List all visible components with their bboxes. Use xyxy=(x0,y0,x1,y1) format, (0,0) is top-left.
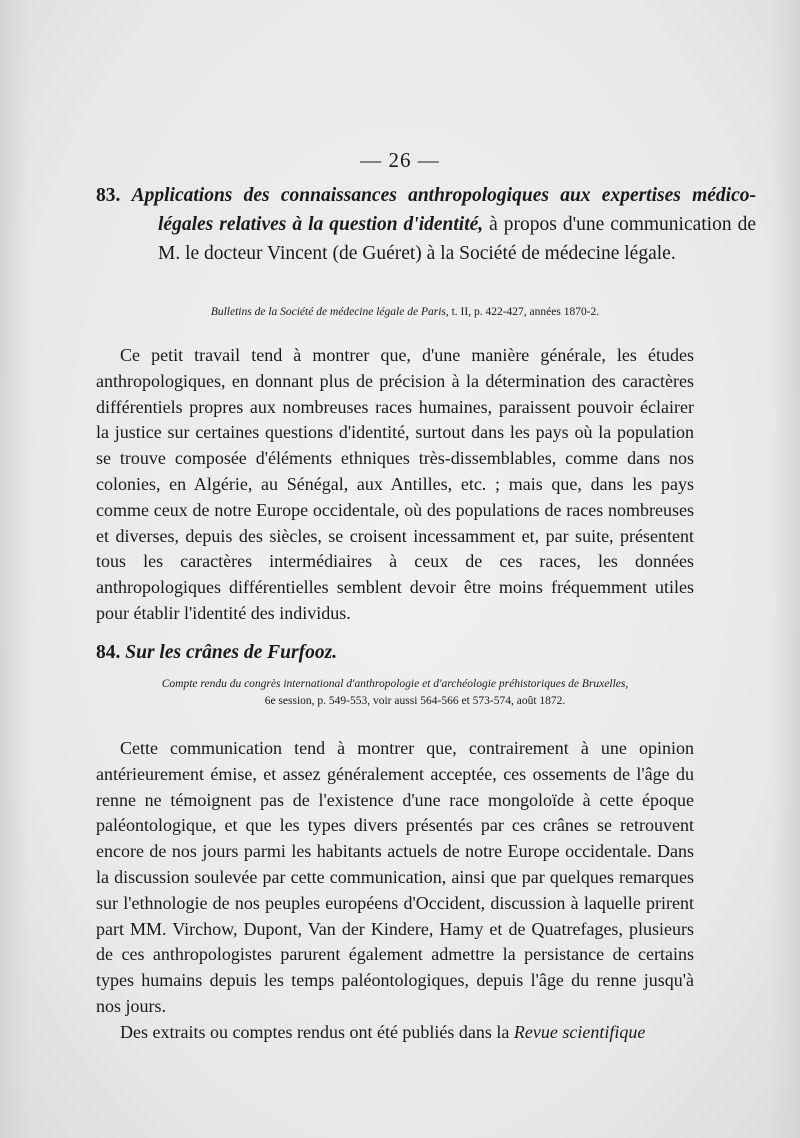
entry-83-citation xyxy=(96,304,704,321)
entry-84-title xyxy=(96,638,756,667)
entry-84-number: 84. xyxy=(96,642,121,663)
entry-84-citation xyxy=(96,676,694,710)
entry-84-title-italic: Sur les crânes de Furfooz. xyxy=(125,642,338,663)
entry-84-body xyxy=(96,736,694,1046)
entry-84-body-main: Cette communication tend à montrer que, contrairement à une opinion antérieurement émise, et assez généralement acceptée, ces ossements de l'âge du renne ne témoignent pas de l'existence d'une race mongoloïde à cette époque paléontologique, et que les types divers présentés par ces crânes se retrouvent encore de nos jours parmi les habitants actuels de notre Europe occidentale. Dans la discussion soulevée par cette communication, ainsi que par quelques remarques sur l'ethnologie de nos peuples européens d'Occident, discussion à laquelle prirent part MM. Virchow, Dupont, Van der Kindere, Hamy et de Quatrefages, plusieurs de ces anthropologistes parurent également admettre la persistance de certains types humains depuis les temps paléontologiques, depuis l'âge du renne jusqu'à nos jours. xyxy=(96,738,694,1016)
page-number: — 26 — xyxy=(360,148,440,172)
entry-83-title xyxy=(96,181,756,268)
entry-84-citation-line2: 6e session, p. 549-553, voir aussi 564-566 et 573-574, août 1872. xyxy=(264,695,566,707)
entry-83-title-roman: à propos d'une communication de M. le docteur Vincent (de Guéret) à la Société de médecine légale. xyxy=(158,214,756,264)
entry-84-body-tail-italic: Revue scientifique xyxy=(513,1021,646,1042)
entry-83-citation-roman: t. II, p. 422-427, années 1870-2. xyxy=(448,306,600,318)
entry-83-citation-italic: Bulletins de la Société de médecine légale de Paris, xyxy=(210,306,449,318)
entry-84-body-tail xyxy=(96,1020,694,1046)
entry-83-body: Ce petit travail tend à montrer que, d'une manière générale, les études anthropologiques, en donnant plus de précision à la détermination des caractères différentiels propres aux nombreuses races humaines, paraissent pouvoir éclairer la justice sur certaines questions d'identité, surtout dans les pays où la population se trouve composée d'éléments ethniques très-dissemblables, comme dans nos colonies, en Algérie, au Sénégal, aux Antilles, etc. ; mais que, dans les pays comme ceux de notre Europe occidentale, où des populations de races nombreuses et diverses, depuis des siècles, se croisent incessamment et, par suite, présentent tous les caractères intermédiaires à ceux de ces races, les données anthropologiques différentielles semblent devoir être moins fréquemment utiles pour établir l'identité des individus. xyxy=(96,345,694,623)
entry-84-body-tail-text: Des extraits ou comptes rendus ont été publiés dans la xyxy=(120,1021,514,1042)
entry-83-title-italic: Applications des connaissances anthropologiques aux expertises médico-légales relatives à la question d'identité, xyxy=(131,185,756,235)
entry-83-number: 83. xyxy=(96,185,121,206)
entry-84-citation-line1: Compte rendu du congrès international d'anthropologie et d'archéologie préhistoriques de Bruxelles, xyxy=(161,678,629,690)
